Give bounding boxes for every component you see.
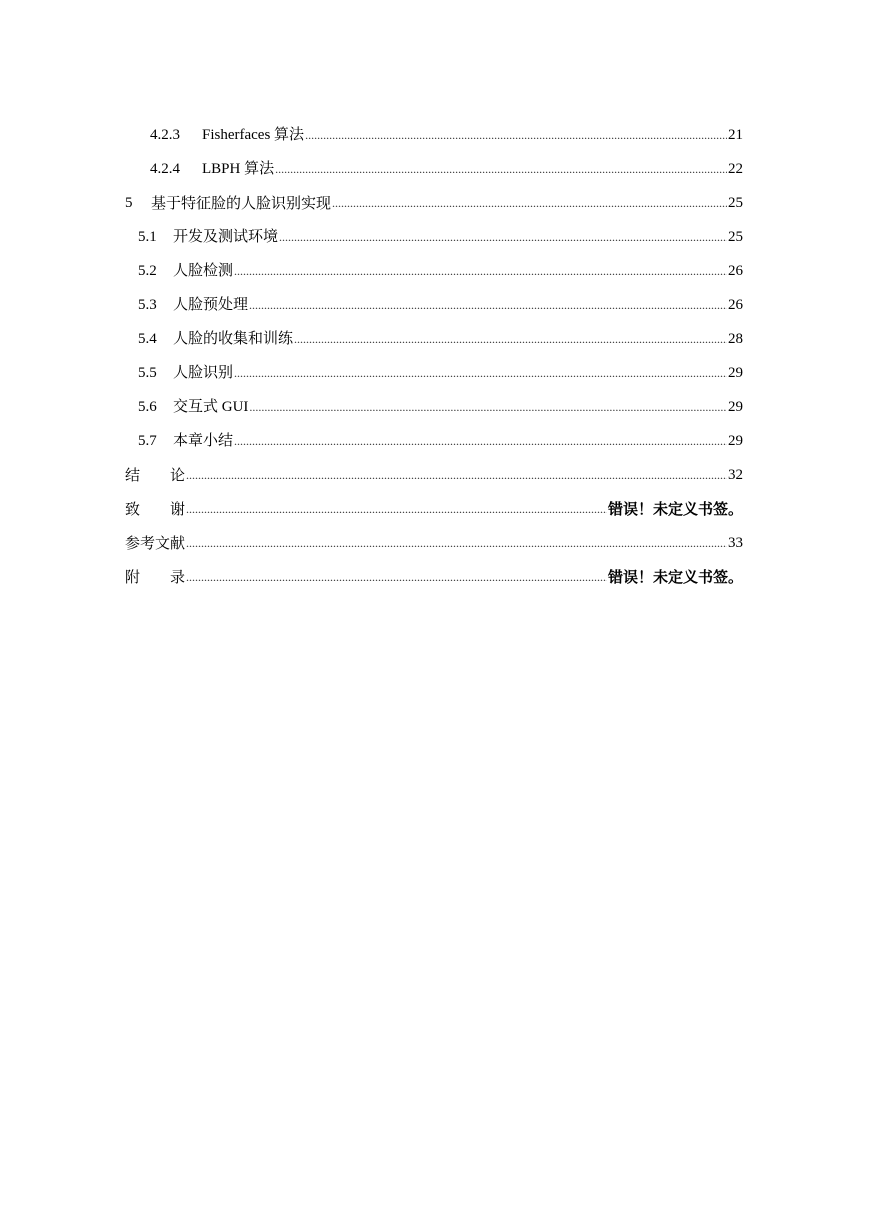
dot-leader [332,186,727,220]
dot-leader [279,220,727,254]
dot-leader [294,322,727,356]
toc-entry-title: 结 论 [125,466,186,484]
toc-entry-title: 人脸检测 [173,263,234,279]
toc-entry-title: LBPH 算法 [202,161,275,177]
toc-entry-page: 29 [728,365,743,381]
toc-entry[interactable] [138,220,743,254]
dot-leader [305,118,727,152]
dot-leader [186,560,607,594]
toc-entry-title: 人脸预处理 [173,297,249,313]
toc-entry-page-error: 错误！未定义书签。 [607,500,743,518]
toc-entry-page: 25 [728,229,743,245]
toc-entry-page-error: 错误！未定义书签。 [607,568,743,586]
toc-entry-title: 致 谢 [125,500,186,518]
toc-entry-title: 参考文献 [125,534,186,552]
toc-entry-title: 人脸的收集和训练 [173,331,294,347]
toc-entry-title: 人脸识别 [173,365,234,381]
toc-entry-title: 基于特征脸的人脸识别实现 [151,194,332,212]
toc-entry-number: 5.4 [138,331,157,347]
toc-entry[interactable] [138,322,743,356]
toc-entry[interactable] [150,152,743,186]
dot-leader [275,152,727,186]
toc-entry[interactable] [138,254,743,288]
toc-entry-page: 22 [728,161,743,177]
toc-entry-number: 4.2.4 [150,161,180,177]
toc-entry-title: Fisherfaces 算法 [202,127,305,143]
toc-entry[interactable] [125,458,743,492]
toc-entry-page: 25 [728,195,743,211]
dot-leader [234,424,727,458]
toc-entry-number: 5.3 [138,297,157,313]
toc-entry-number: 5.2 [138,263,157,279]
toc-entry[interactable] [125,492,743,526]
dot-leader [234,356,727,390]
toc-entry-number: 5.6 [138,399,157,415]
toc-entry-page: 29 [728,399,743,415]
toc-entry-page: 26 [728,297,743,313]
toc-entry[interactable] [138,424,743,458]
toc-entry[interactable] [150,118,743,152]
toc-entry-page: 29 [728,433,743,449]
toc-entry-title: 开发及测试环境 [173,229,279,245]
dot-leader [249,390,727,424]
toc-entry-page: 28 [728,331,743,347]
toc-entry-page: 21 [728,127,743,143]
toc-entry-number: 5.7 [138,433,157,449]
toc-entry-page: 32 [728,467,743,483]
toc-entry[interactable] [138,390,743,424]
toc-entry-title: 交互式 GUI [173,399,249,415]
toc-entry-page: 33 [728,535,743,551]
toc-entry-number: 4.2.3 [150,127,180,143]
dot-leader [186,492,607,526]
toc-entry-title: 本章小结 [173,433,234,449]
toc-entry[interactable] [138,288,743,322]
dot-leader [186,458,727,492]
toc-entry[interactable] [125,526,743,560]
toc-entry[interactable] [138,356,743,390]
dot-leader [249,288,727,322]
toc-entry-number: 5.5 [138,365,157,381]
toc-entry-number: 5.1 [138,229,157,245]
toc-entry[interactable] [125,186,743,220]
toc-entry-number: 5 [125,195,133,211]
toc-entry-page: 26 [728,263,743,279]
dot-leader [234,254,727,288]
toc-entry[interactable] [125,560,743,594]
dot-leader [186,526,727,560]
toc-entry-title: 附 录 [125,568,186,586]
